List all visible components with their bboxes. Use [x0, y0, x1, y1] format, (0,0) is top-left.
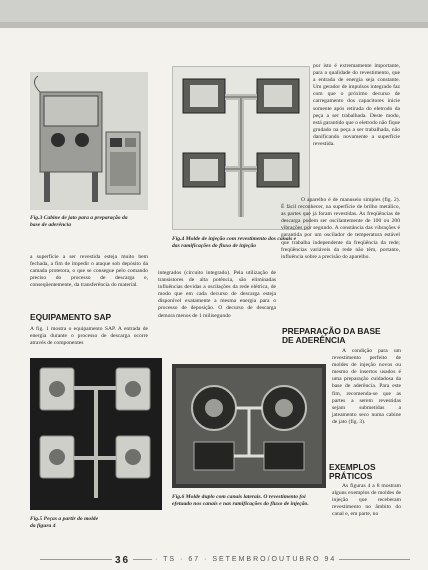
fig5-caption: Fig.5 Peças a partir do molde da figura 4 — [30, 516, 99, 529]
column3-paragraph-3: A condição para um revestimento perfeito de moldes de injeção novos ou mesmo de insertos usados é uma preparação cuidadosa da base de aderência. Para este fim, recomenda-se que as partes a serem revestidas sejam submetidas a jateamento seco numa cabine de jato (fig. 3). — [332, 348, 401, 425]
fig5-photo — [30, 358, 162, 510]
heading-equipamento-sap: EQUIPAMENTO SAP — [30, 312, 112, 322]
column3-paragraph-1: por isto é extremamente importante, para a qualidade do revestimento, que a entrada de energia seja constante. Um gerador de impulsos integrado faz com que o próximo decurso de carregamento dos capacitores inicie somente após retirada do eletrodo da peça a ser trabalhada. Deste modo, está garantido que o eletrodo não fique grudado na peça a ser trabalhada, não danificando novamente a superfície revestida. — [313, 63, 400, 148]
page-footer — [0, 553, 428, 570]
fig3-caption: Fig.3 Cabine de jato para a preparação da base de aderência — [30, 215, 128, 228]
fig6-caption: Fig.6 Molde duplo com canais laterais. O revestimento foi efetuado nos canais e nas ramificações do fluxo de injeção. — [172, 494, 309, 507]
column1-paragraph: a superfície a ser revestida esteja muito bem fechada, a fim de impedir o ataque sob depósito da camada protetora, o que se consegue pelo comando preciso do processo de descarga e, conseqüentemente, da transferência do material. — [30, 254, 148, 289]
page-number: 36 — [112, 555, 133, 566]
fig3-photo — [30, 72, 148, 210]
column1-paragraph-2: A fig. 1 mostra o equipamento SAP. A entrada de energia durante o processo de descarga ocorre através de componentes — [30, 326, 148, 347]
fig6-photo — [172, 364, 326, 488]
column3-paragraph-4: As figuras 4 a 8 mostram alguns exemplos de moldes de injeção que receberam revestimento no âmbito do canal e, em parte, no — [332, 483, 401, 518]
heading-preparacao-base: PREPARAÇÃO DA BASE DE ADERÊNCIA — [282, 326, 381, 345]
publication-info: · TS · 67 · SETEMBRO/OUTUBRO 94 — [152, 556, 339, 563]
page-header-bar — [0, 0, 428, 28]
column2-paragraph: integrados (circuito integrado). Pela utilização de transistores de alta potência, são eliminadas influências devidas a oscilações da rede elétrica, de modo que em cada decurso de descarga esteja disponível exatamente a mesma energia para o processo de deposição. O decurso de descarga demora menos de 1 milisegundo — [158, 270, 276, 319]
heading-exemplos-praticos: EXEMPLOS PRÁTICOS — [329, 462, 376, 481]
column3-paragraph-2: O aparelho é de manuseio simples (fig. 2). É fácil reconhecer, na superfície de brilho metálico, as partes que já foram revestidas. As freqüências de descarga podem ser oscilantemente de 100 ou 200 vibrações por segundo. A constância das vibrações é garantida por um oscilador de temperatura estável que trabalha independente da freqüência da rede; freqüências variáveis da rede não têm, portanto, influência sobre a precisão do aparelho. — [281, 197, 400, 260]
fig4-caption: Fig.4 Molde de injeção com revestimento dos canais e das ramificações do fluxo de injeção — [172, 236, 297, 249]
